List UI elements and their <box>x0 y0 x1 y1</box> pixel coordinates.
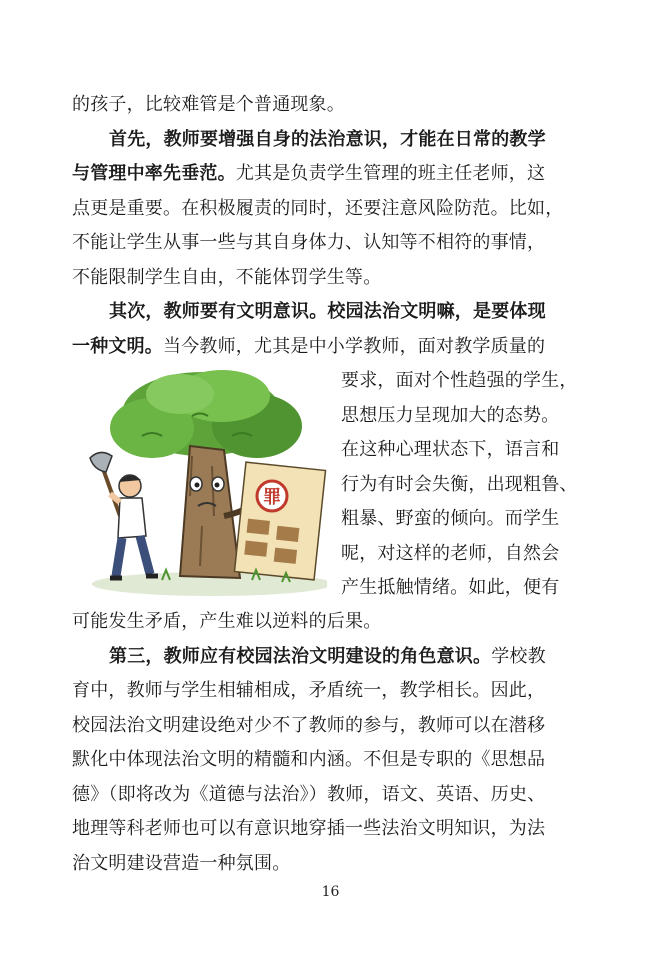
text-line: 要求，面对个性趋强的学生， <box>341 370 578 391</box>
bold-phrase: 其次，教师要有文明意识。校园法治文明嘛，是要体现 <box>109 301 546 322</box>
tree-and-man-illustration <box>72 366 327 598</box>
wrapped-text-column <box>341 364 596 606</box>
text-line: 德》（即将改为《道德与法治》）教师，语文、英语、历史、 <box>72 783 546 805</box>
text-span: 学校教 <box>491 645 546 667</box>
text-line: 育中，教师与学生相辅相成，矛盾统一，教学相长。因此， <box>72 680 546 701</box>
text-span: 当今教师，尤其是中小学教师，面对教学质量的 <box>163 335 546 357</box>
text-line: 地理等科老师也可以有意识地穿插一些法治文明知识，为法 <box>72 818 546 839</box>
text-line: 呢，对这样的老师，自然会 <box>341 542 560 564</box>
text-line: 行为有时会失衡，出现粗鲁、 <box>341 473 578 495</box>
bold-phrase: 与管理中率先垂范。 <box>72 163 236 184</box>
text-line: 可能发生矛盾，产生难以逆料的后果。 <box>72 611 382 632</box>
text-line <box>72 157 592 192</box>
document-page <box>72 88 592 881</box>
text-line <box>72 330 592 365</box>
bold-phrase: 一种文明。 <box>72 335 163 357</box>
text-line: 在这种心理状态下，语言和 <box>341 439 560 460</box>
text-line: 不能限制学生自由，不能体罚学生等。 <box>72 266 382 288</box>
text-line: 治文明建设营造一种氛围。 <box>72 852 291 874</box>
text-line <box>72 295 592 330</box>
page-number: 16 <box>321 884 340 900</box>
text-line: 点更是重要。在积极履责的同时，还要注意风险防范。比如， <box>72 197 564 219</box>
text-line: 默化中体现法治文明的精髓和内涵。不但是专职的《思想品 <box>72 749 546 770</box>
poster-character: 罪 <box>263 487 281 508</box>
text-line <box>72 123 592 158</box>
illustration-wrap-block <box>72 364 592 605</box>
text-line: 产生抵触情绪。如此，便有 <box>341 577 560 598</box>
tree-canopy <box>110 370 302 458</box>
law-poster <box>234 462 325 580</box>
text-line: 粗暴、野蛮的倾向。而学生 <box>341 508 560 529</box>
text-line: 的孩子，比较难管是个普通现象。 <box>72 94 345 115</box>
man-with-axe <box>90 452 158 578</box>
text-line: 校园法治文明建设绝对少不了教师的参与，教师可以在潜移 <box>72 714 546 736</box>
text-line: 思想压力呈现加大的态势。 <box>341 404 560 426</box>
bold-phrase: 第三，教师应有校园法治文明建设的角色意识。 <box>109 645 492 667</box>
text-line: 不能让学生从事一些与其自身体力、认知等不相符的事情， <box>72 232 546 253</box>
bold-phrase: 首先，教师要增强自身的法治意识，才能在日常的教学 <box>109 128 546 150</box>
text-span: 尤其是负责学生管理的班主任老师，这 <box>235 163 546 184</box>
text-line <box>72 640 592 675</box>
